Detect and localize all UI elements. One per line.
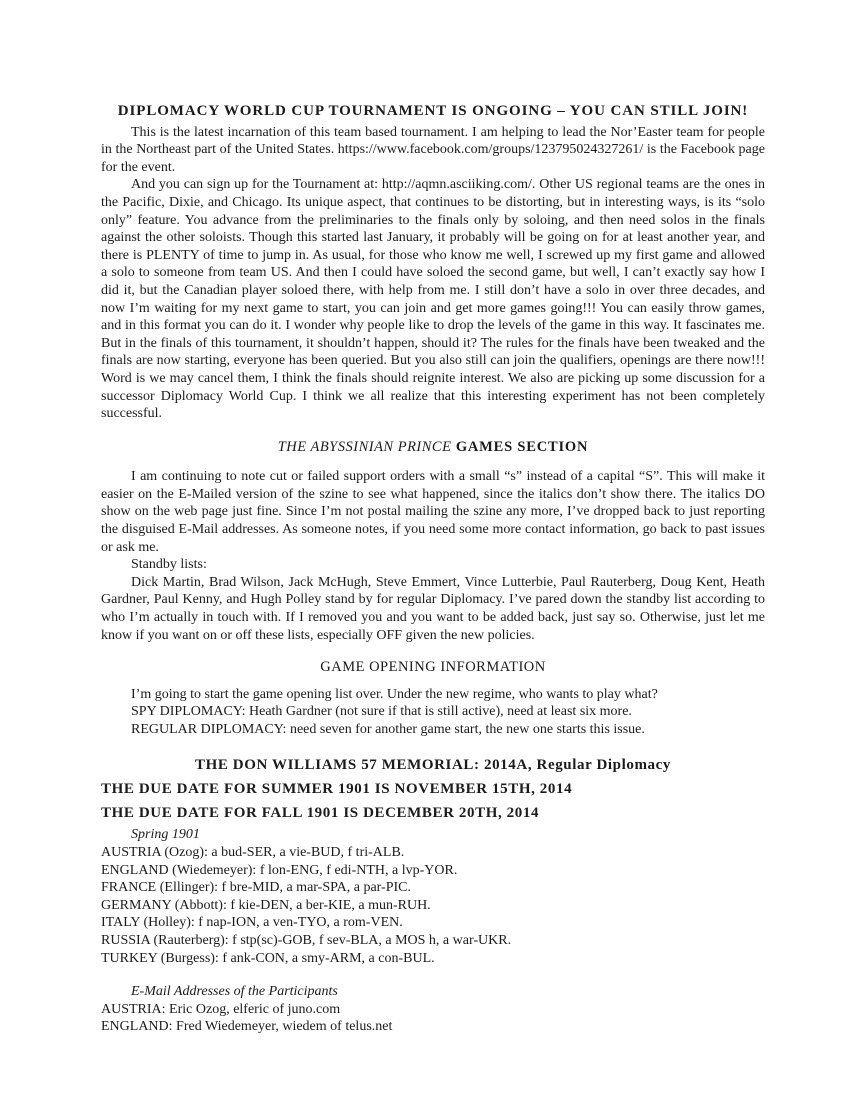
game-opening-heading: GAME OPENING INFORMATION: [320, 659, 546, 676]
standby-lists-label: Standby lists:: [131, 557, 207, 573]
standby-paragraph: Dick Martin, Brad Wilson, Jack McHugh, Steve Emmert, Vince Lutterbie, Paul Rauterberg, Doug Kent, Heath Gardner, Paul Kenny, and Hugh Polley stand by for regular Diplomacy. I’ve pared down the standby list according to who I’m actually in touch with. If I removed you and you want to be added back, just say so. Otherwise, just let me know if you want on or off these lists, especially OFF given the new policies.: [101, 574, 765, 643]
szine-title-italic: THE ABYSSINIAN PRINCE: [277, 438, 452, 455]
email-addresses-heading: E-Mail Addresses of the Participants: [131, 984, 338, 1000]
games-section-label: GAMES SECTION: [455, 438, 589, 455]
game-opening-intro-line: I’m going to start the game opening list over. Under the new regime, who wants to play what?: [131, 686, 658, 702]
memorial-heading: THE DON WILLIAMS 57 MEMORIAL: 2014A, Regular Diplomacy: [194, 756, 672, 773]
due-date-summer: THE DUE DATE FOR SUMMER 1901 IS NOVEMBER 15TH, 2014: [101, 780, 573, 797]
world-cup-paragraph-2: And you can sign up for the Tournament at: http://aqmn.asciiking.com/. Other US regional teams are the ones in the Pacific, Dixie, and Chicago. Its unique aspect, that continues to be distorting, but in interesting ways, is its “solo only” feature. You advance from the preliminaries to the finals only by soloing, and then need solos in the finals against the other soloists. Though this started last January, it probably will be going on for at least another year, and there is PLENTY of time to jump in. As usual, for those who know me well, I screwed up my first game and allowed a solo to someone from team US. And then I could have soloed the second game, but well, I can’t exactly say how I did it, but the Canadian player soloed there, with help from me. I still don’t have a solo in over three decades, and now I’m waiting for my next game to start, you can join and get more games going!!! You can easily throw games, and in this format you can do it. I wonder why people like to drop the levels of the game in this way. It fascinates me. But in the finals of this tournament, it shouldn’t happen, should it? The rules for the finals have been tweaked and the finals are now starting, everyone has been queried. But you also still can join the qualifiers, openings are there now!!! Word is we may cancel them, I think the finals should reignite interest. We also are picking up some discussion for a successor Diplomacy World Cup. I think we all realize that this interesting experiment has not been completely successful.: [101, 177, 765, 422]
game-opening-regular-line: REGULAR DIPLOMACY: need seven for another game start, the new one starts this issue.: [131, 722, 645, 737]
order-line-italy: ITALY (Holley): f nap-ION, a ven-TYO, a rom-VEN.: [101, 915, 403, 931]
email-line-england: ENGLAND: Fred Wiedemeyer, wiedem of telus.net: [101, 1019, 393, 1035]
due-date-fall: THE DUE DATE FOR FALL 1901 IS DECEMBER 20TH, 2014: [101, 804, 540, 821]
order-line-turkey: TURKEY (Burgess): f ank-CON, a smy-ARM, a con-BUL.: [101, 950, 435, 966]
order-line-england: ENGLAND (Wiedemeyer): f lon-ENG, f edi-NTH, a lvp-YOR.: [101, 862, 458, 878]
games-section-heading: [101, 439, 765, 457]
order-line-france: FRANCE (Ellinger): f bre-MID, a mar-SPA, a par-PIC.: [101, 880, 411, 896]
game-opening-spy-line: SPY DIPLOMACY: Heath Gardner (not sure if that is still active), need at least six more.: [131, 704, 632, 720]
order-line-austria: AUSTRIA (Ozog): a bud-SER, a vie-BUD, f tri-ALB.: [101, 844, 405, 860]
games-section-paragraph: I am continuing to note cut or failed support orders with a small “s” instead of a capital “S”. This will make it easier on the E-Mailed version of the szine to see what happened, since the italics don’t show there. The italics DO show on the web page just fine. Since I’m not postal mailing the szine any more, I’ve dropped back to just reporting the disguised E-Mail addresses. As someone notes, if you need some more contact information, go back to past issues or ask me.: [101, 469, 765, 555]
email-line-austria: AUSTRIA: Eric Ozog, elferic of juno.com: [101, 1001, 341, 1017]
order-line-germany: GERMANY (Abbott): f kie-DEN, a ber-KIE, a mun-RUH.: [101, 897, 431, 913]
order-line-russia: RUSSIA (Rauterberg): f stp(sc)-GOB, f sev-BLA, a MOS h, a war-UKR.: [101, 932, 512, 948]
season-label: Spring 1901: [131, 827, 200, 843]
world-cup-title: DIPLOMACY WORLD CUP TOURNAMENT IS ONGOING – YOU CAN STILL JOIN!: [117, 103, 749, 119]
world-cup-paragraph-1: This is the latest incarnation of this team based tournament. I am helping to lead the Nor’Easter team for people in the Northeast part of the United States. https://www.facebook.com/groups/123795024327261/ is the Facebook page for the event.: [101, 124, 765, 175]
